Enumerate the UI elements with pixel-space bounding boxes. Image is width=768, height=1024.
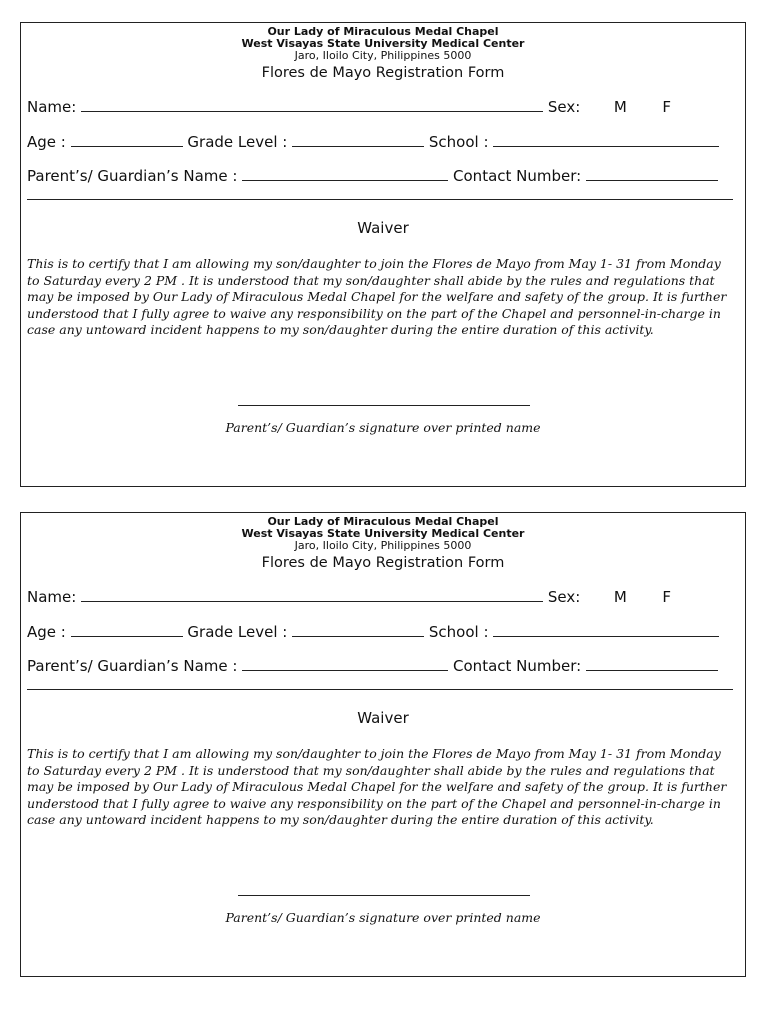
- age-row: [27, 622, 719, 641]
- age-label: Age :: [27, 623, 66, 641]
- age-field[interactable]: [71, 622, 183, 637]
- waiver-text: This is to certify that I am allowing my son/daughter to join the Flores de Mayo from May 1- 31 from Monday to Saturday every 2 PM . It is understood that my son/daughter shall abide by the rules and regulations that may be imposed by Our Lady of Miraculous Medal Chapel for the welfare and safety of the group. It is further understood that I fully agree to waive any responsibility on the part of the Chapel and personnel-in-charge in case any untoward incident happens to my son/daughter during the entire duration of this activity.: [27, 746, 727, 827]
- contact-number-field[interactable]: [586, 166, 718, 181]
- org-subtitle: West Visayas State University Medical Center: [241, 527, 525, 540]
- name-row: [27, 97, 671, 116]
- name-field[interactable]: [81, 587, 543, 602]
- form-title: Flores de Mayo Registration Form: [261, 65, 505, 81]
- divider-line: [27, 199, 733, 200]
- waiver-title: Waiver: [357, 709, 409, 727]
- school-field[interactable]: [493, 622, 719, 637]
- signature-caption: Parent’s/ Guardian’s signature over printed name: [225, 420, 541, 435]
- org-name: Our Lady of Miraculous Medal Chapel: [267, 515, 499, 528]
- guardian-row: [27, 656, 718, 675]
- sex-label: Sex:: [547, 98, 581, 116]
- waiver-text: This is to certify that I am allowing my son/daughter to join the Flores de Mayo from May 1- 31 from Monday to Saturday every 2 PM . It is understood that my son/daughter shall abide by the rules and regulations that may be imposed by Our Lady of Miraculous Medal Chapel for the welfare and safety of the group. It is further understood that I fully agree to waive any responsibility on the part of the Chapel and personnel-in-charge in case any untoward incident happens to my son/daughter during the entire duration of this activity.: [27, 256, 727, 337]
- sex-option-f[interactable]: F: [662, 98, 672, 116]
- grade-level-label: Grade Level :: [187, 623, 288, 641]
- org-location: Jaro, Iloilo City, Philippines 5000: [294, 49, 472, 62]
- sex-option-f[interactable]: F: [662, 588, 672, 606]
- sex-option-m[interactable]: M: [613, 98, 627, 116]
- divider-line: [27, 689, 733, 690]
- org-location: Jaro, Iloilo City, Philippines 5000: [294, 539, 472, 552]
- name-label: Name:: [27, 98, 77, 116]
- form-title: Flores de Mayo Registration Form: [261, 555, 505, 571]
- sex-label: Sex:: [547, 588, 581, 606]
- contact-number-label: Contact Number:: [453, 167, 582, 185]
- signature-line[interactable]: [238, 895, 530, 896]
- name-label: Name:: [27, 588, 77, 606]
- guardian-name-label: Parent’s/ Guardian’s Name :: [27, 657, 238, 675]
- name-row: [27, 587, 671, 606]
- org-subtitle: West Visayas State University Medical Center: [241, 37, 525, 50]
- signature-line[interactable]: [238, 405, 530, 406]
- sex-option-m[interactable]: M: [613, 588, 627, 606]
- grade-level-field[interactable]: [292, 132, 424, 147]
- org-name: Our Lady of Miraculous Medal Chapel: [267, 25, 499, 38]
- contact-number-field[interactable]: [586, 656, 718, 671]
- guardian-row: [27, 166, 718, 185]
- registration-form-1: [20, 22, 746, 487]
- guardian-name-field[interactable]: [242, 166, 448, 181]
- grade-level-field[interactable]: [292, 622, 424, 637]
- age-row: [27, 132, 719, 151]
- guardian-name-label: Parent’s/ Guardian’s Name :: [27, 167, 238, 185]
- age-label: Age :: [27, 133, 66, 151]
- school-label: School :: [428, 623, 489, 641]
- waiver-title: Waiver: [357, 219, 409, 237]
- signature-caption: Parent’s/ Guardian’s signature over printed name: [225, 910, 541, 925]
- guardian-name-field[interactable]: [242, 656, 448, 671]
- form-header: [21, 516, 745, 540]
- grade-level-label: Grade Level :: [187, 133, 288, 151]
- school-field[interactable]: [493, 132, 719, 147]
- age-field[interactable]: [71, 132, 183, 147]
- name-field[interactable]: [81, 97, 543, 112]
- contact-number-label: Contact Number:: [453, 657, 582, 675]
- school-label: School :: [428, 133, 489, 151]
- registration-form-2: [20, 512, 746, 977]
- form-header: [21, 26, 745, 50]
